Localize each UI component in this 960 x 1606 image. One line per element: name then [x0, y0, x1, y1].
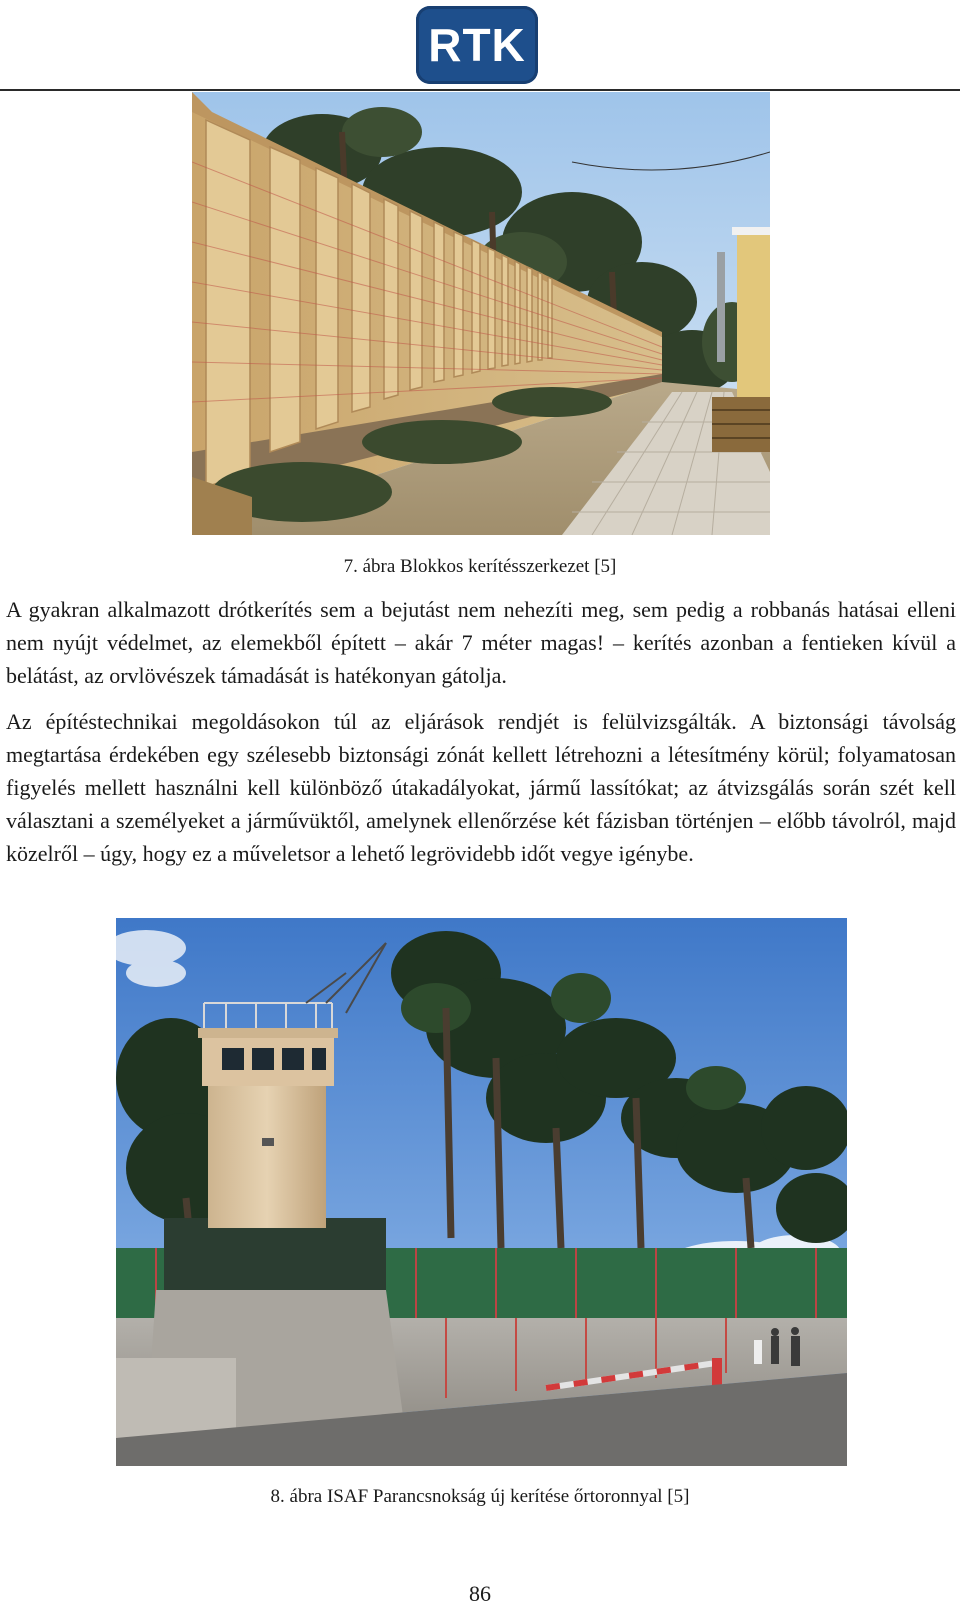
logo-text: RTK — [428, 19, 526, 71]
rtk-logo — [416, 6, 538, 84]
page-number: 86 — [469, 1581, 491, 1606]
body-paragraph-1: A gyakran alkalmazott drótkerítés sem a bejutást nem nehezíti meg, sem pedig a robbanás hatásai elleni nem nyújt védelmet, az elemekből épített – akár 7 méter magas! – kerítés azonban a fentieken kívül a belátást, az orvlövészek támadását is hatékonyan gátolja. — [6, 597, 956, 688]
page-header — [0, 0, 960, 92]
header-divider — [0, 89, 960, 91]
figure-8-photo — [116, 918, 847, 1466]
figure-7-photo — [192, 92, 770, 535]
body-paragraph-2: Az építéstechnikai megoldásokon túl az eljárások rendjét is felülvizsgálták. A biztonsági távolság megtartása érdekében egy szélesebb biztonsági zónát kellett létrehozni a létesítmény körül; folyamatosan figyelés mellett használni kell különböző útakadályokat, jármű lassítókat; az átvizsgálás során szét kell választani a személyeket a járművüktől, amelynek ellenőrzése két fázisban történjen – előbb távolról, majd közelről – úgy, hogy ez a műveletsor a lehető legrövidebb időt vegye igénybe. — [6, 709, 956, 866]
figure-7-caption: 7. ábra Blokkos kerítésszerkezet [5] — [343, 556, 617, 577]
figure-8-caption: 8. ábra ISAF Parancsnokság új kerítése őrtoronnyal [5] — [270, 1486, 690, 1507]
